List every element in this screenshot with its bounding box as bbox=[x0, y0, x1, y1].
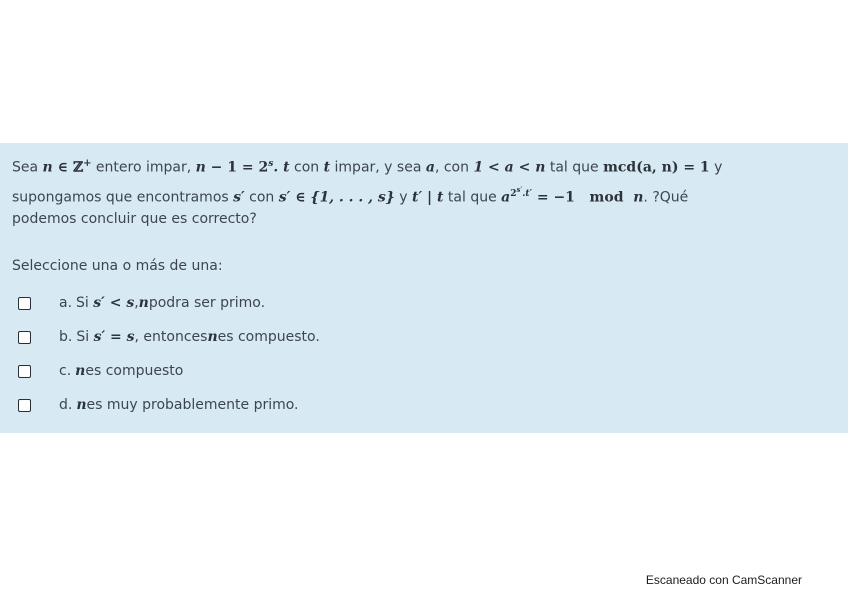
answer-option-c[interactable] bbox=[18, 354, 320, 388]
math-n: n bbox=[195, 159, 206, 176]
answer-text: , entonces bbox=[134, 329, 208, 345]
checkbox[interactable] bbox=[18, 331, 31, 344]
math-in: ∈ bbox=[52, 159, 73, 176]
answer-math: n bbox=[75, 363, 86, 379]
question-line-2 bbox=[12, 179, 832, 209]
answer-option-b[interactable] bbox=[18, 320, 320, 354]
question-line-1 bbox=[12, 153, 832, 179]
text: Sea bbox=[12, 159, 43, 176]
answer-text: Si bbox=[76, 329, 90, 345]
answer-letter: c. bbox=[59, 363, 72, 379]
answer-option-a[interactable] bbox=[18, 286, 320, 320]
math-ineq: 1 < a < n bbox=[473, 159, 546, 176]
checkbox[interactable] bbox=[18, 365, 31, 378]
math-a: a bbox=[501, 189, 511, 206]
answer-text: podra ser primo. bbox=[148, 295, 266, 311]
text: impar, y sea bbox=[330, 159, 426, 176]
answer-letter: a. bbox=[59, 295, 73, 311]
answer-prompt: Seleccione una o más de una: bbox=[12, 258, 223, 274]
text: , con bbox=[434, 159, 474, 176]
math-exp-sprime: s′ bbox=[516, 184, 523, 194]
text: con bbox=[244, 189, 279, 206]
question-panel bbox=[0, 143, 848, 433]
answer-text: es compuesto bbox=[85, 363, 184, 379]
question-line-3: podemos concluir que es correcto? bbox=[12, 211, 257, 228]
math-sprime: s′ bbox=[233, 189, 245, 206]
checkbox[interactable] bbox=[18, 399, 31, 412]
answer-letter: d. bbox=[59, 397, 73, 413]
math-mcd: mcd(a, n) = 1 bbox=[603, 159, 710, 176]
text: tal que bbox=[443, 189, 502, 206]
math-s: s bbox=[268, 159, 274, 169]
math-expr: − 1 = 2 bbox=[205, 159, 269, 176]
answer-letter: b. bbox=[59, 329, 73, 345]
math-n: n bbox=[42, 159, 53, 176]
scanner-footer: Escaneado con CamScanner bbox=[645, 573, 802, 587]
math-t: . t bbox=[273, 159, 290, 176]
question-text bbox=[12, 153, 832, 230]
math-eq: = −1 mod bbox=[531, 189, 634, 206]
answer-text: es muy probablemente primo. bbox=[86, 397, 299, 413]
math-exp-t: .t′ bbox=[522, 188, 532, 199]
answer-math: n bbox=[207, 329, 218, 345]
math-n: n bbox=[633, 189, 644, 206]
math-exp: 2 bbox=[510, 188, 517, 199]
text: y bbox=[394, 189, 412, 206]
math-t: t bbox=[323, 159, 331, 176]
answer-math: n bbox=[138, 295, 149, 311]
answer-text: , bbox=[134, 295, 139, 311]
answer-text: Si bbox=[76, 295, 89, 311]
math-tprime: t′ | t bbox=[412, 189, 444, 206]
answer-math: n bbox=[76, 397, 87, 413]
answer-text: es compuesto. bbox=[217, 329, 320, 345]
math-a: a bbox=[425, 159, 435, 176]
math-set: s′ ∈ {1, . . . , s} bbox=[278, 189, 395, 206]
text: y bbox=[709, 159, 723, 176]
answer-math: s′ < s bbox=[93, 295, 135, 311]
text: con bbox=[289, 159, 324, 176]
text: tal que bbox=[545, 159, 604, 176]
answer-math: s′ = s bbox=[93, 329, 135, 345]
answer-list bbox=[18, 286, 320, 422]
checkbox[interactable] bbox=[18, 297, 31, 310]
math-z: ℤ bbox=[72, 159, 84, 176]
text: entero impar, bbox=[91, 159, 196, 176]
text: . ?Qué bbox=[643, 189, 689, 206]
text: supongamos que encontramos bbox=[12, 189, 234, 206]
math-plus: + bbox=[83, 158, 92, 169]
answer-option-d[interactable] bbox=[18, 388, 320, 422]
